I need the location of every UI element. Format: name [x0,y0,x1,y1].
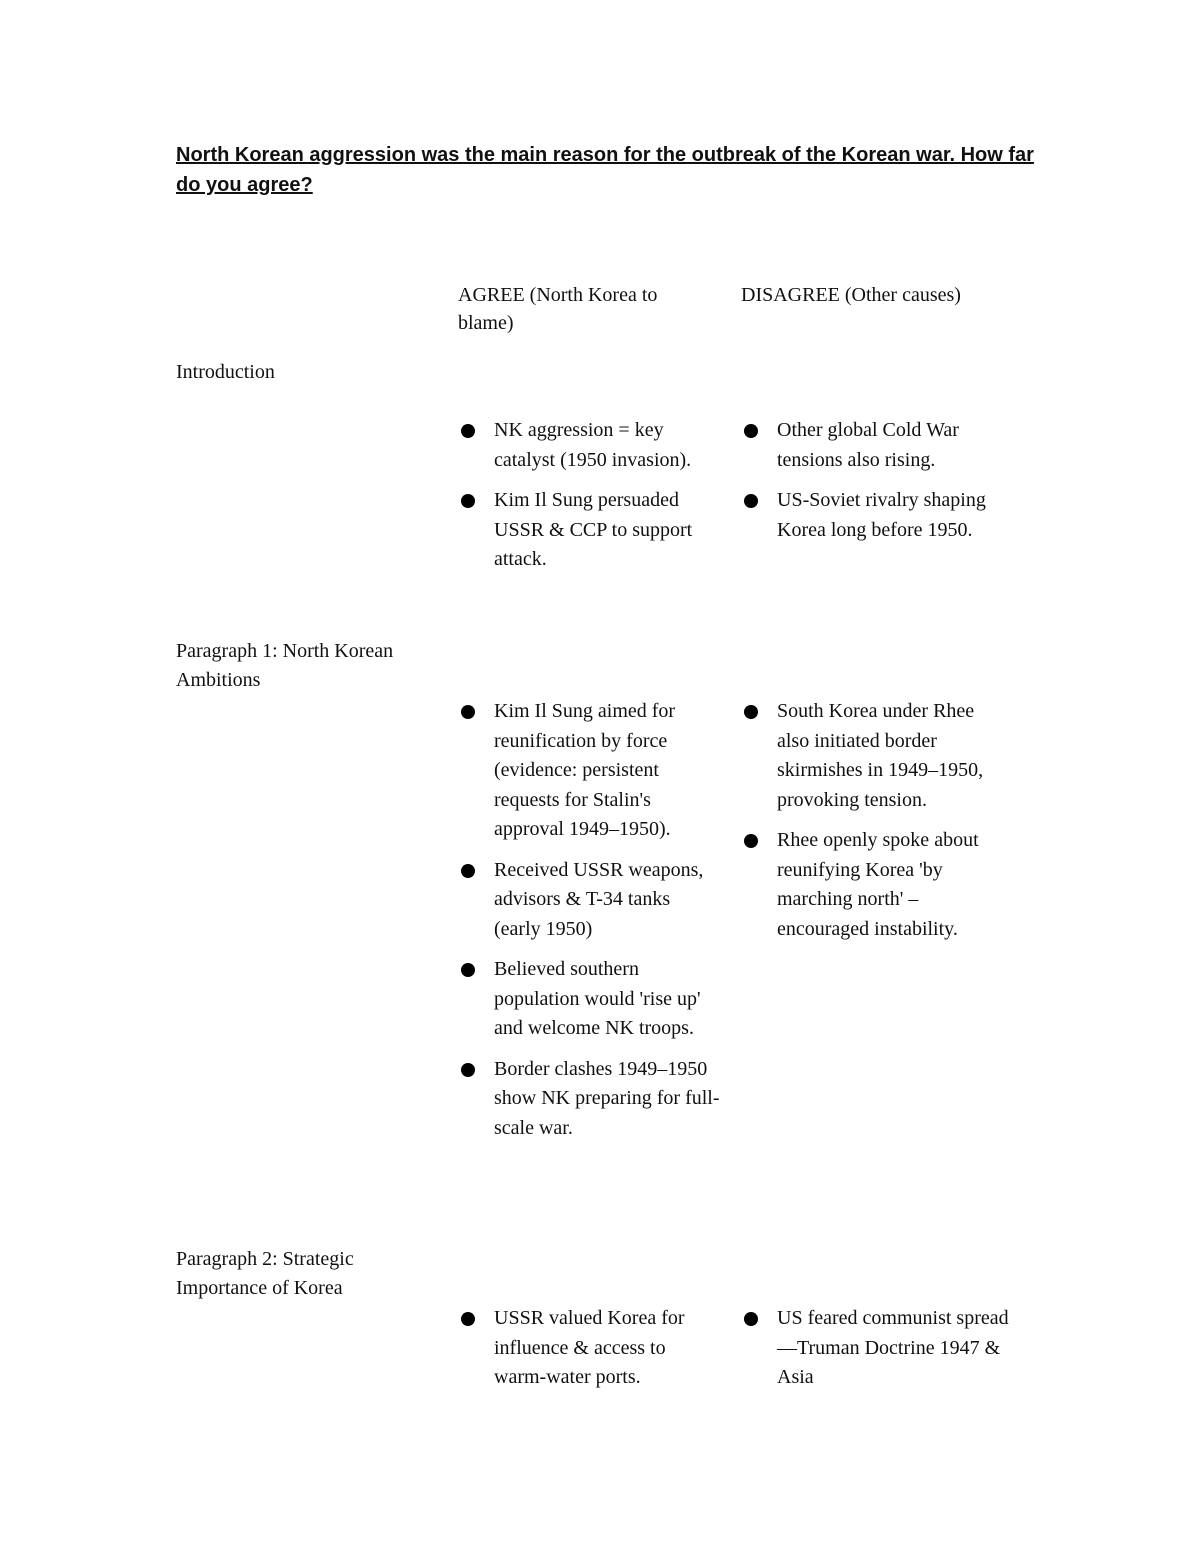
bullet-text: Kim Il Sung aimed for reunification by force (evidence: persistent requests for Stalin's approval 1949–1950). [494,700,676,840]
paragraph-1-disagree-list [741,697,1011,955]
bullet-icon [461,705,475,719]
bullet-icon [461,1063,475,1077]
bullet-text: Received USSR weapons, advisors & T-34 tanks (early 1950) [494,858,704,940]
paragraph-2-disagree-list [741,1304,1011,1404]
bullet-icon [744,424,758,438]
bullet-icon [461,963,475,977]
section-label-paragraph-2: Paragraph 2: Strategic Importance of Korea [176,1248,354,1299]
bullet-icon [461,494,475,508]
list-item [458,697,720,845]
list-item [458,486,720,575]
disagree-column-heading: DISAGREE (Other causes) [741,284,961,306]
bullet-text: South Korea under Rhee also initiated border skirmishes in 1949–1950, provoking tension. [777,700,984,811]
bullet-text: NK aggression = key catalyst (1950 invasion). [494,419,692,471]
section-label-introduction: Introduction [176,361,275,383]
list-item [458,1304,720,1393]
bullet-text: Rhee openly spoke about reunifying Korea 'by marching north' – encouraged instability. [777,829,979,940]
bullet-text: USSR valued Korea for influence & access to warm-water ports. [494,1307,685,1388]
bullet-text: Kim Il Sung persuaded USSR & CCP to support attack. [494,489,693,570]
bullet-icon [744,1312,758,1326]
list-item [741,1304,1011,1393]
bullet-text: US-Soviet rivalry shaping Korea long before 1950. [777,489,986,541]
paragraph-2-agree-list [458,1304,720,1404]
list-item [458,1055,720,1144]
bullet-icon [744,494,758,508]
paragraph-1-agree-list [458,697,720,1154]
bullet-text: Believed southern population would 'rise up' and welcome NK troops. [494,958,701,1039]
list-item [458,955,720,1044]
bullet-icon [744,705,758,719]
bullet-icon [461,864,475,878]
list-item [741,486,1011,545]
list-item [741,416,1011,475]
list-item [458,856,720,945]
bullet-icon [461,424,475,438]
section-label-paragraph-1: Paragraph 1: North Korean Ambitions [176,640,394,691]
bullet-text: Other global Cold War tensions also rising. [777,419,959,471]
bullet-icon [744,834,758,848]
agree-column-heading: AGREE (North Korea to blame) [458,284,658,334]
list-item [741,697,1011,815]
bullet-text: Border clashes 1949–1950 show NK preparing for full-scale war. [494,1057,720,1139]
bullet-icon [461,1312,475,1326]
essay-question-title: North Korean aggression was the main reason for the outbreak of the Korean war. How far do you agree? [176,144,1034,196]
introduction-disagree-list [741,416,1011,556]
bullet-text: US feared communist spread—Truman Doctrine 1947 & Asia [777,1307,1009,1388]
list-item [458,416,720,475]
introduction-agree-list [458,416,720,586]
list-item [741,826,1011,944]
